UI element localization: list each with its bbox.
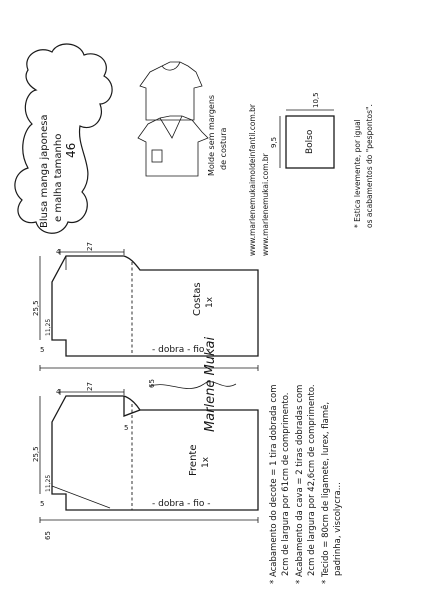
pocket-piece: [270, 92, 334, 168]
front-piece-name: Frente: [188, 444, 199, 476]
title-line1: Blusa manga japonesa: [39, 114, 50, 228]
mold-note-line1: Molde sem margens: [207, 94, 216, 176]
front-piece: [32, 382, 258, 540]
instructions-line3: * Acabamento da cava = 2 tiras dobradas com: [295, 384, 305, 584]
website-1: www.marlenemukai.com.br: [261, 153, 270, 256]
back-fold-label: - dobra - fio -: [152, 345, 211, 355]
pocket-note: [353, 104, 374, 228]
back-dim-length: 65: [148, 379, 156, 388]
instructions-line4: 2cm de largura por 42,6cm de comprimento.: [307, 384, 317, 576]
front-dim-neck: 4: [56, 388, 61, 396]
mold-note-line2: de costura: [219, 127, 228, 170]
signature-text: Marlene Mukai: [203, 336, 218, 432]
back-dim-hem: 5: [40, 346, 45, 354]
back-dim-neck: 4: [56, 248, 61, 256]
back-dim-height: 25,5: [32, 300, 40, 316]
front-dim-sleeve: 11,25: [45, 474, 52, 492]
title-size: 46: [64, 142, 78, 158]
front-fold-label: - dobra - fio -: [152, 499, 211, 509]
pocket-label: Bolso: [305, 129, 315, 154]
garment-sketch-front: [138, 116, 208, 176]
back-piece-name: Costas: [192, 282, 203, 316]
pocket-height: 10,5: [312, 92, 320, 108]
instructions-line6: padrinha, viscolycra...: [333, 482, 343, 576]
front-piece-qty: 1x: [201, 456, 211, 468]
title-line2: e malha tamanho: [53, 133, 64, 222]
instructions-line2: 2cm de largura por 61cm de comprimento.: [281, 392, 291, 576]
websites: [261, 152, 270, 256]
front-dim-length: 65: [44, 531, 52, 540]
pocket-note-line1: * Estica levemente, por igual: [353, 119, 362, 228]
instructions-line5: * Tecido = 80cm de ligamete, lurex, flamê,: [321, 401, 331, 584]
pocket-note-line2: os acabamentos do "pespontos".: [365, 104, 374, 228]
front-dim-height: 25,5: [32, 446, 40, 462]
mold-note: [207, 95, 228, 176]
garment-sketch-back: [140, 62, 202, 120]
front-dim-hem: 5: [40, 500, 45, 508]
back-dim-shoulder: 27: [86, 242, 94, 251]
back-piece-qty: 1x: [205, 296, 215, 308]
website-2: www.marlenemukaimoldeinfantil.com.br: [248, 103, 257, 256]
back-piece: [32, 242, 258, 388]
front-dim-shoulder: 27: [86, 382, 94, 391]
instructions-line1: * Acabamento do decote = 1 tira dobrada com: [269, 384, 279, 584]
front-dim-neck-depth: 5: [124, 424, 129, 432]
instructions: [269, 384, 343, 584]
title-cloud: [15, 44, 112, 233]
back-dim-sleeve: 11,25: [45, 318, 52, 336]
pocket-width: 9,5: [270, 136, 278, 148]
